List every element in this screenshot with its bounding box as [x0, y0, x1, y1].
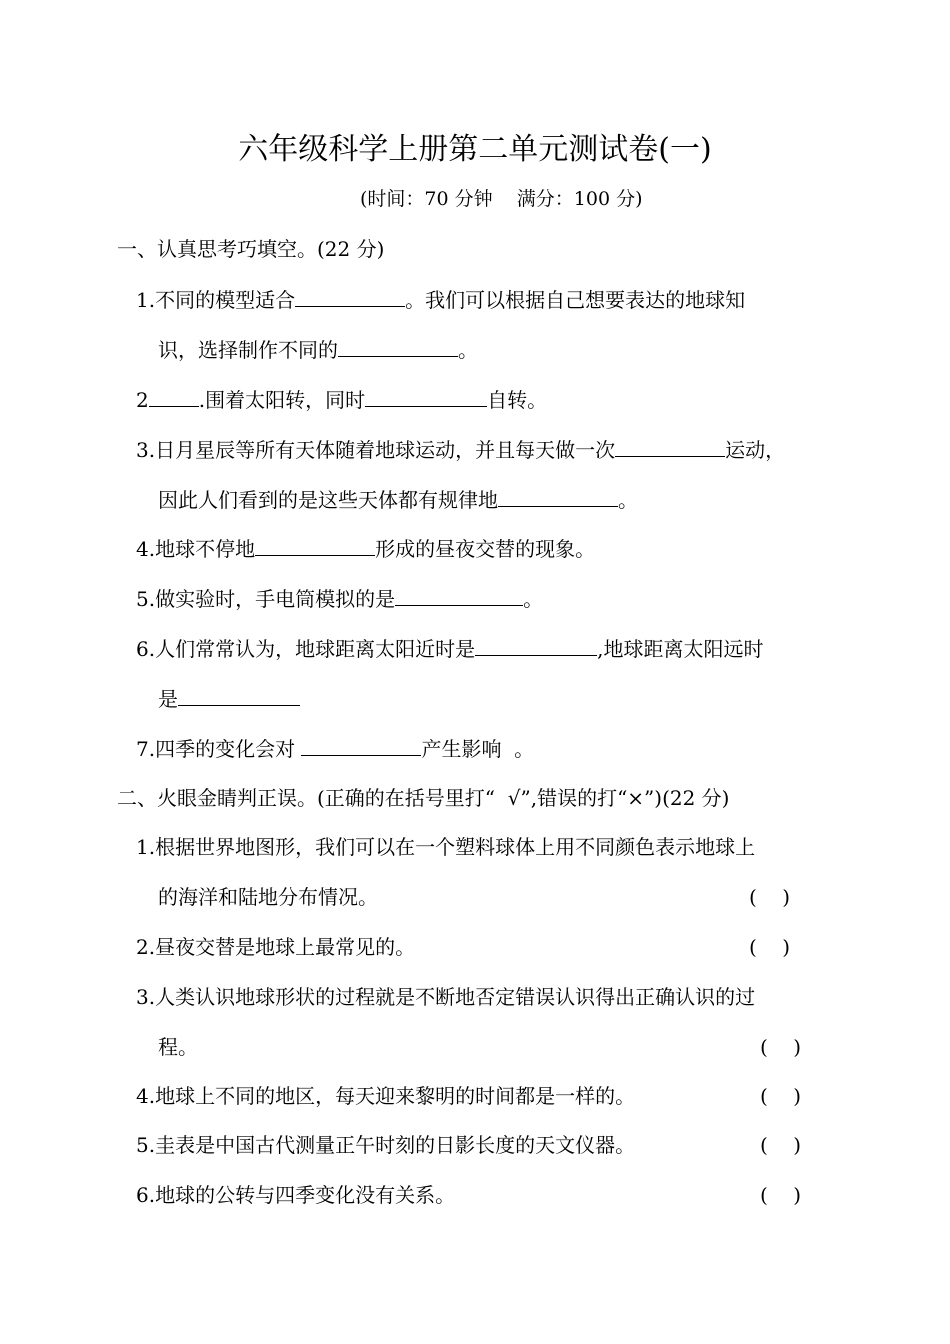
s2-q3-number: 3. — [136, 985, 156, 1009]
s1-q6-text-a: 人们常常认为，地球距离太阳近时是 — [155, 637, 476, 661]
s2-q1-line1 — [136, 832, 755, 862]
s2-q6-answer-paren[interactable]: ( ) — [760, 1183, 802, 1207]
s2-q3-line2: 程。 — [158, 1035, 198, 1059]
section-2-heading: 二、火眼金睛判正误。(正确的在括号里打“ √”,错误的打“×”)(22 分) — [117, 786, 730, 810]
s1-q7-number: 7. — [136, 737, 156, 761]
s2-q6-number: 6. — [136, 1183, 156, 1207]
s1-q4-blank-1[interactable] — [255, 533, 375, 556]
s2-q4-line1 — [136, 1081, 635, 1111]
s2-q2-line1 — [136, 932, 415, 962]
s2-q3-answer-paren[interactable]: ( ) — [760, 1035, 802, 1059]
s2-q6-text-a: 地球的公转与四季变化没有关系。 — [155, 1183, 456, 1207]
s1-q6-number: 6. — [136, 637, 156, 661]
s2-q6-line1 — [136, 1180, 455, 1210]
s1-q1-text-a: 不同的模型适合 — [155, 288, 296, 312]
s1-q1-line2 — [158, 334, 478, 365]
s1-q1-number: 1. — [136, 288, 156, 312]
s2-q5-number: 5. — [136, 1133, 156, 1157]
s1-q1-text-c: 识，选择制作不同的 — [158, 338, 338, 362]
s2-q3-line1 — [136, 982, 755, 1012]
s1-q3-blank-1[interactable] — [615, 434, 725, 457]
s1-q7-text-a: 四季的变化会对 — [155, 737, 302, 761]
s1-q2-blank-1[interactable] — [149, 384, 199, 407]
s1-q5-blank-1[interactable] — [395, 583, 523, 606]
s1-q5-text-b: 。 — [523, 587, 544, 611]
s2-q1-answer-paren[interactable]: ( ) — [749, 885, 791, 909]
s1-q3-text-c: 因此人们看到的是这些天体都有规律地 — [158, 488, 498, 512]
s2-q5-line1 — [136, 1130, 635, 1160]
s1-q7-blank-1[interactable] — [301, 733, 421, 756]
s2-q4-number: 4. — [136, 1084, 156, 1108]
s1-q4-text-a: 地球不停地 — [155, 537, 256, 561]
s1-q6-text-c: 是 — [158, 687, 178, 711]
s1-q5-line1 — [136, 583, 543, 614]
s1-q2-text-a: .围着太阳转，同时 — [198, 388, 366, 412]
s1-q4-text-b: 形成的昼夜交替的现象。 — [375, 537, 596, 561]
s1-q6-blank-1[interactable] — [475, 633, 597, 656]
s1-q2-line1 — [136, 384, 547, 415]
s1-q6-text-b: ,地球距离太阳远时 — [597, 637, 764, 661]
s1-q1-blank-1[interactable] — [295, 284, 405, 307]
s2-q2-text-a: 昼夜交替是地球上最常见的。 — [155, 935, 416, 959]
s1-q5-text-a: 做实验时，手电筒模拟的是 — [155, 587, 396, 611]
s1-q3-text-b: 运动， — [725, 438, 786, 462]
s1-q1-text-d: 。 — [458, 338, 478, 362]
s1-q3-line1 — [136, 434, 785, 465]
s2-q1-line2: 的海洋和陆地分布情况。 — [158, 885, 378, 909]
s1-q6-line1 — [136, 633, 763, 664]
s1-q5-number: 5. — [136, 587, 156, 611]
s1-q3-text-a: 日月星辰等所有天体随着地球运动，并且每天做一次 — [155, 438, 616, 462]
s1-q3-blank-2[interactable] — [498, 484, 618, 507]
s2-q5-text-a: 圭表是中国古代测量正午时刻的日影长度的天文仪器。 — [155, 1133, 636, 1157]
s2-q1-number: 1. — [136, 835, 156, 859]
page-subtitle: (时间：70 分钟 满分：100 分) — [360, 188, 643, 210]
section-1-heading: 一、认真思考巧填空。(22 分) — [117, 237, 385, 261]
s2-q5-answer-paren[interactable]: ( ) — [760, 1133, 802, 1157]
s2-q2-number: 2. — [136, 935, 156, 959]
s2-q4-text-a: 地球上不同的地区，每天迎来黎明的时间都是一样的。 — [155, 1084, 636, 1108]
s1-q3-text-d: 。 — [618, 488, 638, 512]
s1-q7-line1 — [136, 733, 534, 764]
s1-q4-number: 4. — [136, 537, 156, 561]
s1-q6-line2 — [158, 683, 300, 714]
s1-q1-text-b: 。我们可以根据自己想要表达的地球知 — [405, 288, 746, 312]
s2-q1-text-a: 根据世界地图形，我们可以在一个塑料球体上用不同颜色表示地球上 — [155, 835, 756, 859]
s1-q3-number: 3. — [136, 438, 156, 462]
s2-q4-answer-paren[interactable]: ( ) — [760, 1084, 802, 1108]
s1-q1-line1 — [136, 284, 745, 315]
s2-q2-answer-paren[interactable]: ( ) — [749, 935, 791, 959]
s1-q2-blank-2[interactable] — [365, 384, 487, 407]
s1-q2-text-b: 自转。 — [487, 388, 548, 412]
s1-q6-blank-2[interactable] — [178, 683, 300, 706]
s2-q3-text-a: 人类认识地球形状的过程就是不断地否定错误认识得出正确认识的过 — [155, 985, 756, 1009]
s1-q3-line2 — [158, 484, 638, 515]
s1-q2-number: 2 — [136, 388, 149, 412]
s1-q4-line1 — [136, 533, 595, 564]
page-title: 六年级科学上册第二单元测试卷(一) — [238, 132, 712, 167]
s1-q1-blank-2[interactable] — [338, 334, 458, 357]
s1-q7-text-b: 产生影响 。 — [421, 737, 535, 761]
